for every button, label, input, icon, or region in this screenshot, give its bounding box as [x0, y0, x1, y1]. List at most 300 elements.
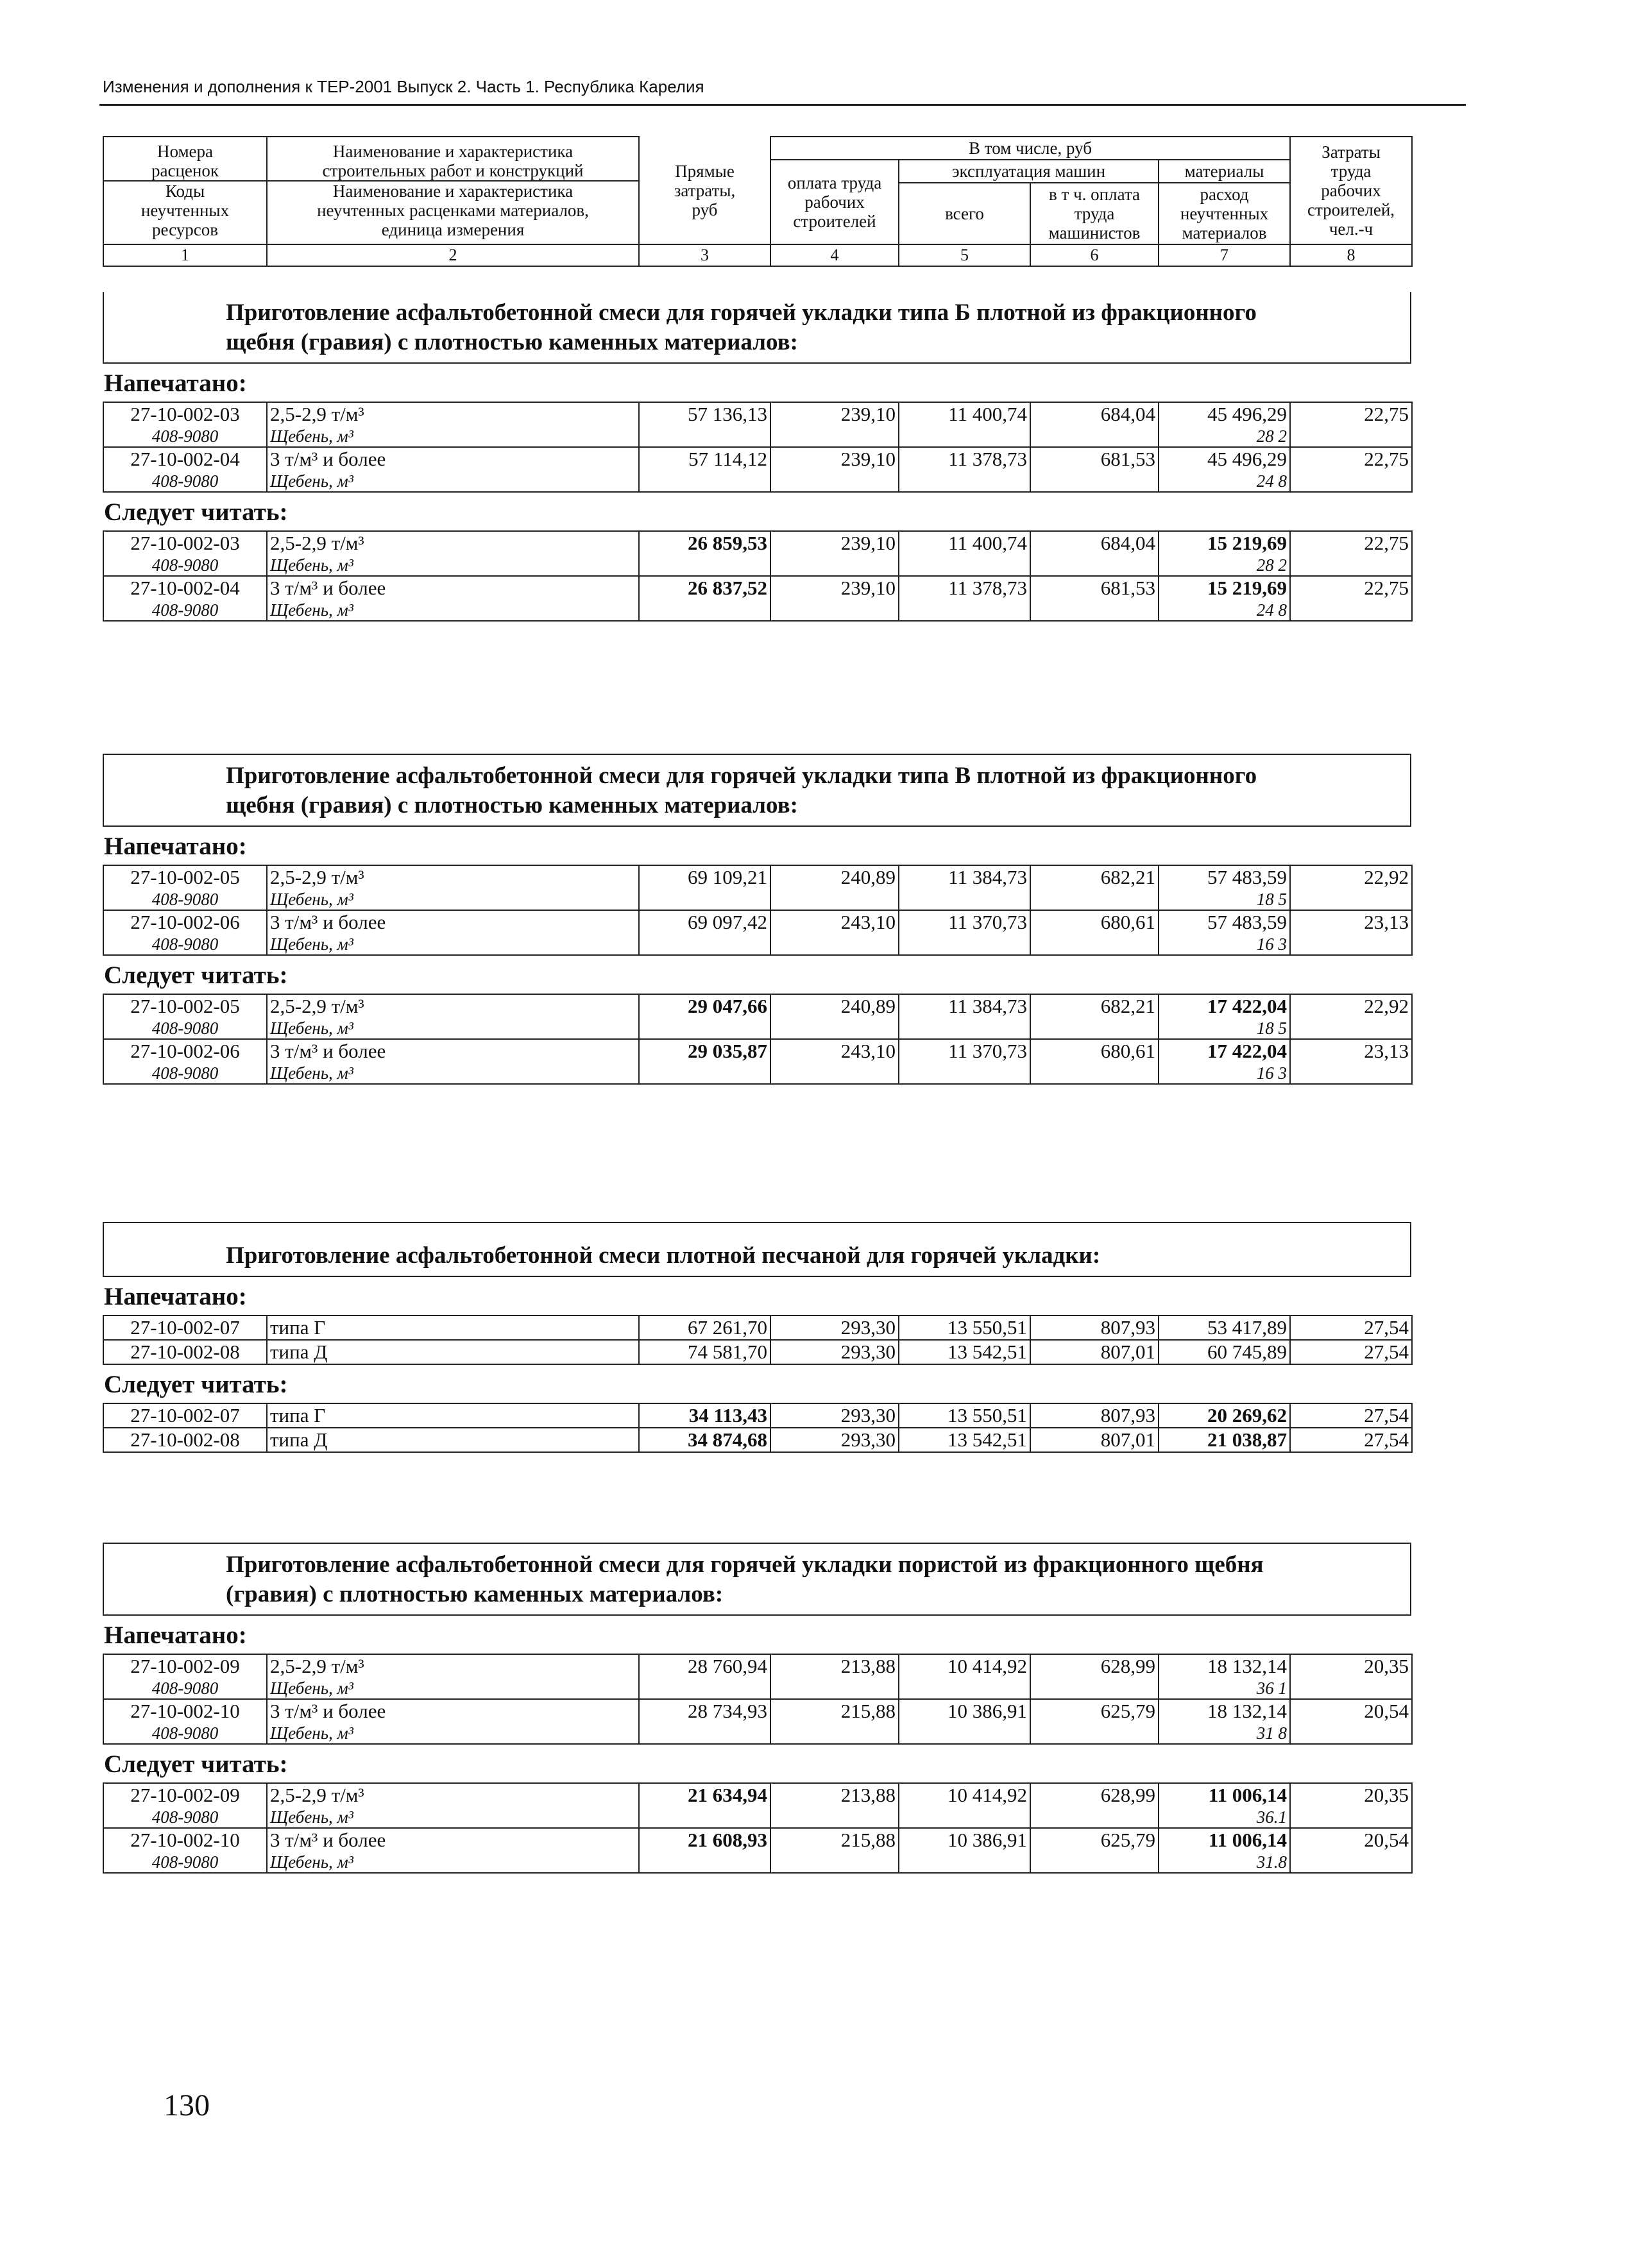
table-cell: 57 483,59	[1159, 865, 1290, 889]
table-cell	[639, 1807, 770, 1828]
table-cell: 74 581,70	[639, 1340, 770, 1364]
text-line: Прямые	[675, 161, 735, 181]
table-cell: 11 006,14	[1159, 1828, 1290, 1852]
table-cell: 8	[1290, 244, 1412, 266]
table-cell: 31.8	[1159, 1852, 1290, 1873]
table-cell	[899, 1807, 1030, 1828]
table-cell: 293,30	[770, 1340, 899, 1364]
table-cell: 1	[103, 244, 267, 266]
table-cell: 239,10	[770, 576, 899, 600]
table-cell: 27-10-002-08	[103, 1340, 267, 1364]
table-cell	[1290, 600, 1412, 621]
table-cell: 34 874,68	[639, 1428, 770, 1452]
table-cell: 2,5-2,9 т/м³	[267, 994, 639, 1018]
table-cell: 16 3	[1159, 934, 1290, 955]
section-title	[103, 292, 1411, 364]
table-cell: 29 047,66	[639, 994, 770, 1018]
section-1	[103, 292, 1411, 622]
table-row	[103, 1828, 1412, 1852]
table-cell: 28 2	[1159, 426, 1290, 447]
table-cell: 27-10-002-05	[103, 994, 267, 1018]
table-cell: 293,30	[770, 1428, 899, 1452]
table-cell: 11 378,73	[899, 576, 1030, 600]
table-cell	[899, 1723, 1030, 1744]
read-label: Следует читать:	[104, 961, 288, 989]
table-cell: 36.1	[1159, 1807, 1290, 1828]
table-cell: 27-10-002-09	[103, 1783, 267, 1807]
table-cell	[899, 555, 1030, 576]
machinery-header: эксплуатация машин	[899, 160, 1159, 183]
text-line: труда	[1074, 204, 1115, 223]
section-2	[103, 754, 1411, 1085]
table-cell: 3 т/м³ и более	[267, 910, 639, 934]
table-cell: 293,30	[770, 1316, 899, 1340]
table-cell: 27-10-002-09	[103, 1654, 267, 1678]
table-cell	[899, 1678, 1030, 1699]
read-label: Следует читать:	[104, 498, 288, 526]
table-cell: 23,13	[1290, 1039, 1412, 1063]
table-cell: 21 608,93	[639, 1828, 770, 1852]
table-cell: 27-10-002-06	[103, 1039, 267, 1063]
resource-row	[103, 426, 1412, 447]
read-table	[103, 994, 1413, 1085]
table-cell	[639, 934, 770, 955]
table-cell: типа Д	[267, 1428, 639, 1452]
table-cell: 625,79	[1030, 1699, 1159, 1723]
table-cell: 17 422,04	[1159, 1039, 1290, 1063]
table-cell: 4	[770, 244, 899, 266]
table-cell	[1030, 1807, 1159, 1828]
table-cell: 27-10-002-07	[103, 1316, 267, 1340]
table-cell	[1030, 1678, 1159, 1699]
page-number: 130	[164, 2088, 210, 2122]
text-line: Приготовление асфальтобетонной смеси для горячей укладки пористой из фракционного щебня	[226, 1552, 1264, 1578]
text-line: Приготовление асфальтобетонной смеси плотной песчаной для горячей укладки:	[226, 1242, 1101, 1269]
table-cell: 18 132,14	[1159, 1654, 1290, 1678]
table-cell: 3 т/м³ и более	[267, 1039, 639, 1063]
table-cell: 408-9080	[103, 600, 267, 621]
table-cell: 11 370,73	[899, 910, 1030, 934]
text-line: щебня (гравия) с плотностью каменных материалов:	[226, 792, 798, 818]
table-cell: 682,21	[1030, 865, 1159, 889]
table-cell: 408-9080	[103, 1807, 267, 1828]
text-line: Приготовление асфальтобетонной смеси для горячей укладки типа В плотной из фракционного	[226, 763, 1257, 789]
table-cell: 5	[899, 244, 1030, 266]
table-cell: 239,10	[770, 402, 899, 426]
table-cell: 67 261,70	[639, 1316, 770, 1340]
table-cell: 28 2	[1159, 555, 1290, 576]
col1-header	[103, 137, 267, 244]
table-cell: 681,53	[1030, 576, 1159, 600]
text-line: оплата труда	[787, 173, 882, 192]
table-cell: Щебень, м³	[267, 1807, 639, 1828]
table-row	[103, 910, 1412, 934]
table-cell: 682,21	[1030, 994, 1159, 1018]
resource-row	[103, 555, 1412, 576]
table-cell	[899, 934, 1030, 955]
read-label: Следует читать:	[104, 1371, 288, 1398]
printed-label: Напечатано:	[104, 369, 247, 397]
table-row	[103, 531, 1412, 555]
resource-row	[103, 1063, 1412, 1084]
table-cell: 10 414,92	[899, 1654, 1030, 1678]
table-cell: 2,5-2,9 т/м³	[267, 402, 639, 426]
table-cell: 680,61	[1030, 910, 1159, 934]
table-cell	[899, 1852, 1030, 1873]
table-cell: 3 т/м³ и более	[267, 576, 639, 600]
table-cell: Щебень, м³	[267, 934, 639, 955]
column-numbers	[103, 244, 1412, 266]
text-line: рабочих	[1321, 181, 1381, 200]
table-cell: 3 т/м³ и более	[267, 447, 639, 471]
text-line: Коды	[165, 182, 205, 201]
table-row	[103, 1340, 1412, 1364]
table-cell: 11 370,73	[899, 1039, 1030, 1063]
table-row	[103, 1699, 1412, 1723]
table-cell	[639, 426, 770, 447]
table-cell: 6	[1030, 244, 1159, 266]
table-cell	[899, 471, 1030, 492]
table-cell: 69 097,42	[639, 910, 770, 934]
table-cell: 36 1	[1159, 1678, 1290, 1699]
table-cell	[770, 1723, 899, 1744]
table-cell	[639, 1852, 770, 1873]
table-row	[103, 1403, 1412, 1428]
table-cell: 11 378,73	[899, 447, 1030, 471]
table-cell	[639, 1678, 770, 1699]
text-line: расход	[1200, 185, 1249, 204]
header-rule	[99, 104, 1466, 106]
table-cell	[770, 889, 899, 910]
table-cell: 34 113,43	[639, 1403, 770, 1428]
table-cell: 2,5-2,9 т/м³	[267, 1783, 639, 1807]
text-line: материалов	[1182, 223, 1267, 242]
table-cell: 11 006,14	[1159, 1783, 1290, 1807]
table-cell: типа Г	[267, 1316, 639, 1340]
table-cell: Щебень, м³	[267, 1018, 639, 1039]
table-cell: 45 496,29	[1159, 402, 1290, 426]
table-cell	[1290, 889, 1412, 910]
table-cell: 408-9080	[103, 934, 267, 955]
table-cell	[639, 889, 770, 910]
table-cell	[899, 1018, 1030, 1039]
text-line: труда	[1330, 162, 1372, 181]
table-cell: 21 634,94	[639, 1783, 770, 1807]
resource-row	[103, 1018, 1412, 1039]
col5-header: всего	[899, 183, 1030, 244]
table-cell: 10 414,92	[899, 1783, 1030, 1807]
table-cell: 45 496,29	[1159, 447, 1290, 471]
table-row	[103, 1783, 1412, 1807]
col7-header	[1159, 183, 1290, 244]
table-cell: 60 745,89	[1159, 1340, 1290, 1364]
section-title	[103, 1543, 1411, 1616]
table-cell: 27,54	[1290, 1428, 1412, 1452]
printed-label: Напечатано:	[104, 1621, 247, 1649]
table-cell: 22,75	[1290, 402, 1412, 426]
table-cell	[1030, 1852, 1159, 1873]
table-cell	[1290, 1852, 1412, 1873]
table-cell: 625,79	[1030, 1828, 1159, 1852]
table-cell	[770, 600, 899, 621]
text-line: машинистов	[1048, 223, 1141, 242]
table-row	[103, 1654, 1412, 1678]
table-cell: Щебень, м³	[267, 426, 639, 447]
text-line: строительных работ и конструкций	[322, 161, 584, 180]
text-line: строителей,	[1307, 200, 1395, 219]
table-cell: 22,75	[1290, 447, 1412, 471]
table-cell	[770, 1018, 899, 1039]
printed-table	[103, 402, 1413, 493]
read-label: Следует читать:	[104, 1750, 288, 1778]
table-cell	[1290, 426, 1412, 447]
table-cell: 28 760,94	[639, 1654, 770, 1678]
table-cell: 213,88	[770, 1654, 899, 1678]
table-cell	[770, 1807, 899, 1828]
table-cell: 23,13	[1290, 910, 1412, 934]
section-3	[103, 1222, 1411, 1453]
table-cell: 408-9080	[103, 426, 267, 447]
table-cell	[1030, 600, 1159, 621]
table-cell: 29 035,87	[639, 1039, 770, 1063]
table-row	[103, 402, 1412, 426]
table-cell: 11 384,73	[899, 865, 1030, 889]
group-header: В том числе, руб	[770, 137, 1290, 160]
table-cell: Щебень, м³	[267, 1723, 639, 1744]
text-line: неучтенных	[1180, 204, 1269, 223]
text-line: в т ч. оплата	[1049, 185, 1140, 204]
resource-row	[103, 1807, 1412, 1828]
table-cell: 15 219,69	[1159, 531, 1290, 555]
text-line: Затраты	[1322, 142, 1381, 162]
table-cell	[1290, 1807, 1412, 1828]
table-cell: 2	[267, 244, 639, 266]
printed-label: Напечатано:	[104, 833, 247, 860]
table-cell: 684,04	[1030, 531, 1159, 555]
table-cell: 13 542,51	[899, 1428, 1030, 1452]
table-cell: 20,35	[1290, 1783, 1412, 1807]
table-cell: 21 038,87	[1159, 1428, 1290, 1452]
table-cell	[770, 1063, 899, 1084]
table-cell: 22,92	[1290, 994, 1412, 1018]
page-header: Изменения и дополнения к ТЕР-2001 Выпуск 2. Часть 1. Республика Карелия	[103, 77, 704, 96]
table-cell: 628,99	[1030, 1654, 1159, 1678]
table-cell: 807,01	[1030, 1340, 1159, 1364]
col4-header	[770, 160, 899, 244]
table-cell: 27-10-002-04	[103, 576, 267, 600]
table-cell: 7	[1159, 244, 1290, 266]
read-table	[103, 1403, 1413, 1453]
table-cell: 27-10-002-10	[103, 1828, 267, 1852]
table-cell: 239,10	[770, 447, 899, 471]
table-cell	[1290, 1723, 1412, 1744]
table-row	[103, 865, 1412, 889]
section-4	[103, 1543, 1411, 1874]
table-cell: 807,01	[1030, 1428, 1159, 1452]
table-cell: 26 837,52	[639, 576, 770, 600]
table-cell: 20 269,62	[1159, 1403, 1290, 1428]
table-cell: 15 219,69	[1159, 576, 1290, 600]
printed-table	[103, 1654, 1413, 1745]
table-cell	[1030, 889, 1159, 910]
table-cell: 680,61	[1030, 1039, 1159, 1063]
table-cell: Щебень, м³	[267, 471, 639, 492]
resource-row	[103, 1678, 1412, 1699]
table-cell: 18 5	[1159, 889, 1290, 910]
table-cell: 408-9080	[103, 555, 267, 576]
table-cell: 628,99	[1030, 1783, 1159, 1807]
table-cell: 16 3	[1159, 1063, 1290, 1084]
table-row	[103, 1428, 1412, 1452]
table-cell: Щебень, м³	[267, 600, 639, 621]
resource-row	[103, 889, 1412, 910]
table-cell	[1030, 934, 1159, 955]
table-cell: 22,92	[1290, 865, 1412, 889]
read-table	[103, 1782, 1413, 1874]
table-cell	[1290, 1678, 1412, 1699]
table-cell	[1030, 555, 1159, 576]
text-line: Приготовление асфальтобетонной смеси для горячей укладки типа Б плотной из фракционного	[226, 300, 1257, 326]
table-cell	[1030, 1063, 1159, 1084]
table-cell: 408-9080	[103, 1018, 267, 1039]
table-cell: 3 т/м³ и более	[267, 1699, 639, 1723]
table-cell: 57 114,12	[639, 447, 770, 471]
table-cell: 2,5-2,9 т/м³	[267, 531, 639, 555]
resource-row	[103, 1723, 1412, 1744]
text-line: щебня (гравия) с плотностью каменных материалов:	[226, 329, 798, 355]
table-cell: 20,54	[1290, 1828, 1412, 1852]
table-cell	[639, 555, 770, 576]
table-cell: 27,54	[1290, 1316, 1412, 1340]
table-cell	[639, 1723, 770, 1744]
table-cell: 20,54	[1290, 1699, 1412, 1723]
table-cell: 22,75	[1290, 531, 1412, 555]
text-line: ресурсов	[151, 220, 219, 239]
text-line: руб	[692, 199, 718, 219]
text-line: неучтенных расценками материалов,	[317, 201, 589, 220]
table-row	[103, 994, 1412, 1018]
table-cell	[770, 555, 899, 576]
table-cell: 243,10	[770, 1039, 899, 1063]
table-cell: 243,10	[770, 910, 899, 934]
table-cell: 11 400,74	[899, 402, 1030, 426]
table-cell: Щебень, м³	[267, 555, 639, 576]
table-cell	[899, 1063, 1030, 1084]
table-cell: 27-10-002-08	[103, 1428, 267, 1452]
resource-row	[103, 600, 1412, 621]
table-cell: 2,5-2,9 т/м³	[267, 1654, 639, 1678]
table-cell: 53 417,89	[1159, 1316, 1290, 1340]
table-cell	[1290, 1018, 1412, 1039]
col3-header	[639, 137, 770, 244]
table-row	[103, 447, 1412, 471]
table-cell	[639, 1063, 770, 1084]
table-cell: 3	[639, 244, 770, 266]
section-title	[103, 754, 1411, 827]
printed-table	[103, 1315, 1413, 1365]
text-line: затраты,	[674, 180, 736, 200]
table-cell	[639, 1018, 770, 1039]
table-cell: 27-10-002-06	[103, 910, 267, 934]
table-cell	[770, 471, 899, 492]
table-cell	[639, 471, 770, 492]
table-cell: 213,88	[770, 1783, 899, 1807]
table-cell	[899, 426, 1030, 447]
table-cell: 11 384,73	[899, 994, 1030, 1018]
text-line: единица измерения	[381, 220, 525, 239]
printed-table	[103, 865, 1413, 956]
table-cell	[770, 1678, 899, 1699]
text-line: строителей	[793, 212, 876, 231]
table-cell: 240,89	[770, 994, 899, 1018]
table-cell: Щебень, м³	[267, 1063, 639, 1084]
table-cell	[770, 1852, 899, 1873]
column-header-table	[103, 136, 1413, 267]
table-cell: 408-9080	[103, 471, 267, 492]
printed-label: Напечатано:	[104, 1283, 247, 1310]
table-cell: 3 т/м³ и более	[267, 1828, 639, 1852]
table-cell: 11 400,74	[899, 531, 1030, 555]
table-cell: 57 483,59	[1159, 910, 1290, 934]
table-cell: 13 550,51	[899, 1403, 1030, 1428]
text-line: Номера	[157, 142, 214, 161]
table-cell: 57 136,13	[639, 402, 770, 426]
table-cell: 31 8	[1159, 1723, 1290, 1744]
resource-row	[103, 934, 1412, 955]
table-cell: 27,54	[1290, 1403, 1412, 1428]
text-line: (гравия) с плотностью каменных материалов:	[226, 1581, 724, 1607]
text-line: неучтенных	[140, 201, 230, 220]
table-cell: 27-10-002-05	[103, 865, 267, 889]
table-cell: 18 132,14	[1159, 1699, 1290, 1723]
table-cell: 215,88	[770, 1828, 899, 1852]
table-cell: 20,35	[1290, 1654, 1412, 1678]
table-row	[103, 1316, 1412, 1340]
resource-row	[103, 471, 1412, 492]
resource-row	[103, 1852, 1412, 1873]
text-line: чел.-ч	[1329, 219, 1373, 239]
table-cell: 13 542,51	[899, 1340, 1030, 1364]
table-cell: 18 5	[1159, 1018, 1290, 1039]
table-cell	[770, 934, 899, 955]
table-cell: Щебень, м³	[267, 889, 639, 910]
table-cell: 240,89	[770, 865, 899, 889]
table-cell	[639, 600, 770, 621]
table-cell	[1290, 1063, 1412, 1084]
table-cell: 27-10-002-03	[103, 402, 267, 426]
table-cell: Щебень, м³	[267, 1852, 639, 1873]
table-cell: 684,04	[1030, 402, 1159, 426]
table-cell: 27-10-002-07	[103, 1403, 267, 1428]
table-cell: 408-9080	[103, 889, 267, 910]
table-cell	[1290, 555, 1412, 576]
col2-header	[267, 137, 639, 244]
col6-header	[1030, 183, 1159, 244]
read-table	[103, 530, 1413, 622]
table-cell: 408-9080	[103, 1852, 267, 1873]
table-cell: 13 550,51	[899, 1316, 1030, 1340]
table-cell: 24 8	[1159, 600, 1290, 621]
table-cell: 408-9080	[103, 1678, 267, 1699]
table-cell: типа Г	[267, 1403, 639, 1428]
table-cell: 24 8	[1159, 471, 1290, 492]
table-cell	[770, 426, 899, 447]
table-cell: 27-10-002-04	[103, 447, 267, 471]
text-line: рабочих	[804, 192, 865, 212]
table-cell: 293,30	[770, 1403, 899, 1428]
table-cell	[899, 889, 1030, 910]
section-title	[103, 1222, 1411, 1277]
